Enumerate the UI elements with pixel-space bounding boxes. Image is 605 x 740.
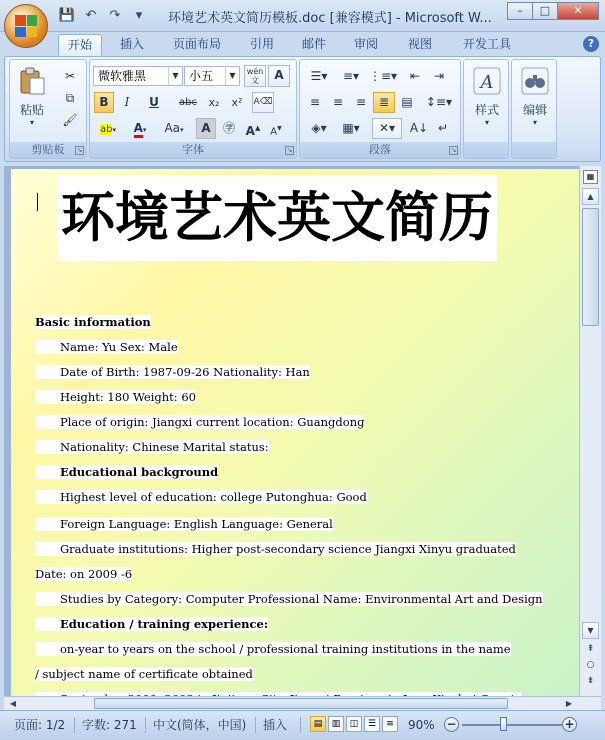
svg-text:A: A: [480, 72, 494, 93]
font-group-label: 字体: [90, 142, 296, 158]
font-group: [89, 59, 297, 159]
chevron-down-icon: ▼: [168, 67, 182, 85]
tab-insert[interactable]: 插入: [119, 37, 144, 51]
borders-icon[interactable]: ▦▾: [342, 121, 360, 135]
font-size-value: 小五: [189, 69, 214, 83]
styles-button[interactable]: [468, 66, 506, 127]
distributed-icon[interactable]: ▤: [401, 95, 413, 109]
scroll-thumb[interactable]: [582, 208, 599, 326]
document-line-text: Foreign Language: English Language: General: [35, 517, 333, 531]
grow-font-label: A: [245, 124, 255, 138]
next-page-icon[interactable]: ⇟: [586, 676, 595, 686]
styles-label: 样式: [474, 103, 499, 117]
document-line-text: Place of origin: Jiangxi current location: Guangdong: [35, 415, 364, 429]
paste-button[interactable]: [14, 66, 50, 127]
document-line-text: Name: Yu Sex: Male: [35, 340, 178, 354]
window-controls: [508, 2, 599, 20]
tab-mailings[interactable]: 邮件: [301, 37, 326, 51]
document-line-text: Highest level of education: college Putonghua: Good: [35, 490, 367, 504]
document-line: [35, 567, 132, 581]
document-line: [35, 365, 310, 379]
editing-label: 编辑: [522, 103, 547, 117]
title-bar: [0, 0, 605, 32]
chevron-down-icon: ▾: [484, 118, 489, 127]
line-spacing-icon[interactable]: ↕≡▾: [425, 95, 453, 109]
status-divider: [255, 717, 256, 733]
redo-icon[interactable]: ↷: [109, 8, 121, 23]
multilevel-list-icon[interactable]: ⋮≡▾: [369, 69, 398, 83]
status-bar: [0, 710, 605, 740]
document-area[interactable]: [4, 166, 579, 696]
document-line-text: Studies by Category: Computer Professional Name: Environmental Art and Design: [35, 592, 543, 606]
document-line: [35, 667, 253, 681]
font-color-button[interactable]: A▾: [126, 118, 154, 139]
increase-indent-icon[interactable]: ⇥: [433, 69, 445, 83]
document-line-text: Date of Birth: 1987-09-26 Nationality: Han: [35, 365, 310, 379]
character-shading-button[interactable]: A: [196, 118, 216, 139]
insert-mode-indicator[interactable]: 插入: [263, 718, 288, 732]
editing-group-label: [512, 142, 556, 158]
strikethrough-button[interactable]: abc: [179, 97, 197, 108]
document-line: [35, 642, 511, 656]
zoom-level[interactable]: 90%: [408, 718, 435, 732]
sort-icon[interactable]: A↓: [409, 121, 429, 135]
select-browse-object-icon[interactable]: ○: [586, 660, 595, 670]
document-line-text: Height: 180 Weight: 60: [35, 390, 196, 404]
previous-page-icon[interactable]: ⇞: [586, 644, 595, 654]
full-screen-reading-icon[interactable]: ▥: [328, 716, 344, 732]
paragraph-group: [299, 59, 461, 159]
paste-dropdown-icon: ▾: [29, 118, 34, 127]
quick-access-toolbar: [58, 7, 148, 25]
document-line: [35, 617, 268, 631]
horizontal-scrollbar[interactable]: [4, 696, 601, 710]
document-page[interactable]: [11, 169, 579, 709]
decrease-indent-icon[interactable]: ⇤: [409, 69, 421, 83]
document-line-text: Education / training experience:: [35, 617, 268, 631]
status-divider: [300, 717, 301, 733]
document-line: [35, 315, 151, 329]
scroll-left-icon[interactable]: ◀: [9, 699, 17, 708]
page-indicator[interactable]: 页面: 1/2: [14, 718, 66, 732]
tab-developer[interactable]: 开发工具: [462, 37, 511, 51]
paragraph-launcher-icon[interactable]: ↘: [450, 146, 457, 154]
grow-font-button[interactable]: A▲: [245, 124, 261, 138]
subscript-button[interactable]: x₂: [208, 96, 220, 109]
paste-label: 粘贴: [19, 103, 44, 117]
document-line: [35, 415, 364, 429]
tab-references[interactable]: 引用: [249, 37, 274, 51]
font-name-select[interactable]: [93, 66, 183, 86]
vertical-scrollbar[interactable]: [579, 166, 601, 696]
window-title: 环境艺术英文简历模板.doc [兼容模式] - Microsoft W...: [168, 11, 492, 26]
status-divider: [145, 717, 146, 733]
document-line: [35, 490, 367, 504]
document-line-text: Educational background: [35, 465, 218, 479]
maximize-button[interactable]: □: [532, 2, 558, 20]
undo-icon[interactable]: ↶: [85, 8, 97, 23]
cut-icon[interactable]: ✂: [64, 69, 76, 83]
font-size-select[interactable]: [184, 66, 240, 86]
customize-icon[interactable]: ▾: [135, 8, 143, 23]
clipboard-launcher-icon[interactable]: ↘: [76, 146, 83, 154]
word-count[interactable]: 字数: 271: [82, 718, 137, 732]
office-logo-icon: [15, 15, 37, 37]
document-line: [35, 465, 218, 479]
language-indicator[interactable]: 中文(简体，中国): [153, 718, 247, 732]
ribbon: [4, 56, 601, 162]
document-line-text: Nationality: Chinese Marital status:: [35, 440, 269, 454]
scroll-right-icon[interactable]: ▶: [565, 699, 573, 708]
change-case-label: Aa: [164, 121, 181, 135]
align-left-icon[interactable]: ≡: [309, 95, 321, 109]
ruler-toggle-icon[interactable]: ▦: [583, 170, 598, 184]
shading-icon[interactable]: ◈▾: [311, 121, 327, 135]
document-line: [35, 390, 196, 404]
styles-group: [463, 59, 509, 159]
clear-formatting-icon[interactable]: A⌫: [252, 92, 274, 113]
chevron-down-icon: ▾: [532, 118, 537, 127]
font-name-value: 微软雅黑: [98, 69, 147, 83]
paste-icon: [17, 66, 47, 96]
document-line: [35, 440, 269, 454]
tab-review[interactable]: 审阅: [353, 37, 378, 51]
document-line-text: Graduate institutions: Higher post-secondary science Jiangxi Xinyu graduated: [35, 542, 516, 556]
highlight-color-button[interactable]: ab▾: [100, 124, 116, 135]
character-border-button[interactable]: A: [268, 65, 290, 87]
document-line: [35, 340, 178, 354]
bold-button[interactable]: B: [94, 92, 114, 113]
underline-button[interactable]: U: [149, 95, 159, 109]
close-button[interactable]: ✕: [557, 2, 599, 20]
align-right-icon[interactable]: ≡: [355, 95, 367, 109]
clipboard-group-label: 剪贴板: [10, 142, 86, 158]
document-line: [35, 542, 516, 556]
editing-group: [511, 59, 557, 159]
show-marks-icon[interactable]: ↵: [437, 121, 449, 135]
shrink-font-button[interactable]: A▼: [270, 125, 282, 138]
styles-group-label: [464, 142, 508, 158]
copy-icon[interactable]: ⧉: [65, 91, 75, 105]
document-line-text: Date: on 2009 -6: [35, 567, 133, 581]
numbering-icon[interactable]: ≡▾: [342, 69, 360, 83]
editing-button[interactable]: [516, 66, 554, 127]
paragraph-group-label: 段落: [300, 142, 460, 158]
minimize-button[interactable]: –: [507, 2, 533, 20]
status-divider: [74, 717, 75, 733]
italic-button[interactable]: I: [124, 95, 130, 109]
format-painter-icon[interactable]: 🖌: [62, 113, 78, 127]
outline-view-icon[interactable]: ☰: [364, 716, 380, 732]
tab-home[interactable]: 开始: [58, 34, 102, 56]
tab-view[interactable]: 视图: [407, 37, 432, 51]
zoom-slider-track[interactable]: [462, 724, 562, 726]
font-launcher-icon[interactable]: ↘: [286, 146, 293, 154]
document-line: [35, 517, 333, 531]
ribbon-tabs: [0, 32, 605, 56]
bullets-icon[interactable]: ☰▾: [310, 69, 328, 83]
scroll-up-icon[interactable]: ▲: [582, 188, 599, 205]
clipboard-group: [9, 59, 87, 159]
horizontal-scroll-thumb[interactable]: [94, 698, 508, 709]
web-layout-icon[interactable]: ◫: [346, 716, 362, 732]
superscript-button[interactable]: x²: [231, 96, 243, 109]
binoculars-icon: [520, 66, 550, 96]
align-center-icon[interactable]: ≡: [332, 95, 344, 109]
print-layout-icon[interactable]: ▤: [310, 716, 326, 732]
office-button[interactable]: [4, 4, 48, 48]
phonetic-guide-button[interactable]: wén 文: [244, 65, 266, 87]
text-cursor: [37, 193, 38, 211]
zoom-out-button[interactable]: −: [444, 717, 459, 732]
styles-icon: [472, 66, 502, 96]
document-line-text: on-year to years on the school / professional training institutions in the name: [35, 642, 511, 656]
enclose-characters-icon[interactable]: ㊫: [222, 121, 235, 135]
tab-page-layout[interactable]: 页面布局: [172, 37, 221, 51]
draft-view-icon[interactable]: ≡: [382, 716, 398, 732]
document-line: [35, 592, 543, 606]
zoom-slider-thumb[interactable]: [500, 717, 507, 731]
save-icon[interactable]: 💾: [58, 8, 76, 23]
scroll-down-icon[interactable]: ▼: [582, 622, 599, 639]
chinese-layout-icon[interactable]: ✕▾: [372, 118, 402, 139]
chevron-down-icon: ▼: [225, 67, 239, 85]
document-line-text: Basic information: [35, 315, 151, 329]
document-line-text: / subject name of certificate obtained: [35, 667, 253, 681]
justify-icon[interactable]: ≣: [373, 92, 395, 113]
change-case-button[interactable]: Aa▾: [164, 121, 184, 135]
document-title: 环境艺术英文简历: [57, 175, 497, 261]
help-icon[interactable]: ?: [583, 36, 599, 52]
shrink-font-label: A: [270, 126, 278, 138]
zoom-in-button[interactable]: +: [562, 717, 577, 732]
